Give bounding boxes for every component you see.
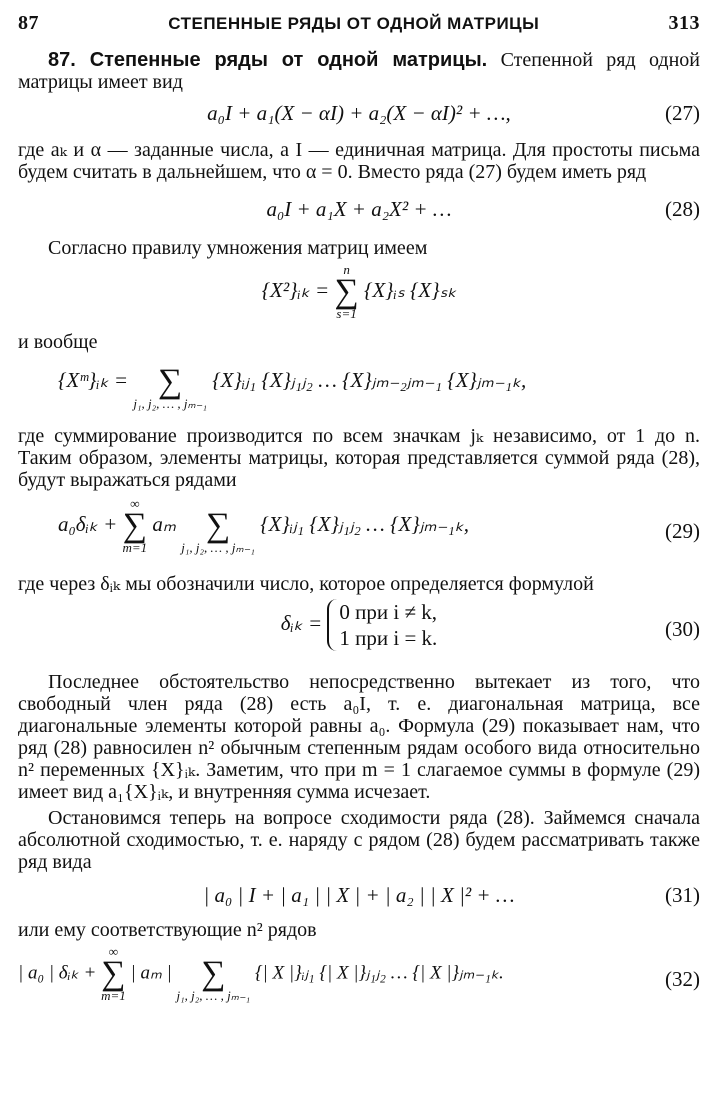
- eq32-number: (32): [665, 967, 700, 991]
- sum-lower-limit: s=1: [336, 306, 357, 321]
- sum-sign: n ∑ s=1: [334, 262, 359, 321]
- eq30-left: δᵢₖ =: [280, 610, 323, 635]
- eq32-mid: | aₘ |: [130, 962, 172, 984]
- section-heading: 87. Степенные ряды от одной матрицы.: [48, 49, 488, 71]
- eq28-body: a₀I + a₁X + a₂X² + …: [266, 197, 452, 221]
- page: [18, 12, 700, 1015]
- eqx2-right: {X}ᵢₛ {X}ₛₖ: [363, 277, 457, 302]
- cases-brace: [327, 599, 437, 651]
- paragraph-4: и вообще: [18, 331, 98, 353]
- equation-29: [18, 497, 700, 567]
- intro-text: Степенной ряд одной матрицы имеет вид: [18, 49, 701, 93]
- eqx2-left: {X²}ᵢₖ =: [261, 277, 330, 302]
- sum-sign: ∑ j₁, j₂, … , jₘ₋₁: [181, 507, 255, 555]
- sum-lower-limit: j₁, j₂, … , jₘ₋₁: [181, 540, 255, 555]
- eq29-left: a₀δᵢₖ +: [58, 511, 118, 536]
- equation-31: [18, 879, 700, 915]
- paragraph-6: где через δᵢₖ мы обозначили число, которое определяется формулой: [18, 573, 594, 595]
- equation-27: [18, 97, 700, 133]
- equation-30: [18, 599, 700, 661]
- sum-lower-limit: m=1: [122, 540, 148, 555]
- eqxm-right: {X}ᵢⱼ₁ {X}ⱼ₁ⱼ₂ … {X}ⱼₘ₋₂ⱼₘ₋₁ {X}ⱼₘ₋₁ₖ,: [212, 367, 527, 392]
- paragraph-2: где aₖ и α — заданные числа, а I — единичная матрица. Для простоты письма будем считать в дальнейшем, что α = 0. Вместо ряда (27) будем иметь ряд: [18, 139, 700, 183]
- paragraph-8: Остановимся теперь на вопросе сходимости ряда (28). Займемся сначала абсолютной сходимостью, т. е. наряду с рядом (28) будем рассматривать также ряд вида: [18, 807, 700, 873]
- equation-xm: [18, 353, 700, 419]
- paragraph-7: Последнее обстоятельство непосредственно вытекает из того, что свободный член ряда (28) есть a₀I, т. е. диагональная матрица, все диагональные элементы которой равны a₀. Формула (29) показывает нам, что ряд (28) равносилен n² обычным степенным рядам особого вида относительно n² переменных {X}ᵢₖ. Заметим, что при m = 1 слагаемое суммы в формуле (29) имеет вид a₁{X}ᵢₖ, и внутренняя сумма исчезает.: [18, 671, 700, 803]
- equation-28: [18, 193, 700, 229]
- eq29-right: {X}ᵢⱼ₁ {X}ⱼ₁ⱼ₂ … {X}ⱼₘ₋₁ₖ,: [260, 511, 470, 536]
- equation-32: [18, 945, 700, 1015]
- eq29-mid: aₘ: [152, 511, 177, 536]
- paragraph-9: или ему соответствующие n² рядов: [18, 919, 317, 941]
- eq29-number: (29): [665, 519, 700, 543]
- sum-sign: ∑ j₁, j₂, … , jₘ₋₁: [176, 955, 251, 1003]
- eq27-body: a₀I + a₁(X − αI) + a₂(X − αI)² + …,: [207, 101, 511, 125]
- eq28-number: (28): [665, 197, 700, 221]
- sum-sign: ∑ j₁, j₂, … , jₘ₋₁: [133, 363, 207, 411]
- eq30-number: (30): [665, 617, 700, 641]
- equation-x2: [18, 263, 700, 329]
- case-1: 0 при i ≠ k,: [339, 600, 437, 624]
- eq31-body: | a₀ | I + | a₁ | | X | + | a₂ | | X |² + …: [203, 883, 515, 907]
- sum-upper-limit: ∞: [108, 944, 119, 959]
- eqxm-left: {Xᵐ}ᵢₖ =: [58, 367, 129, 392]
- paragraph-5: где суммирование производится по всем значкам jₖ независимо, от 1 до n. Таким образом, элементы матрицы, которая представляется суммой ряда (28), будут выражаться рядами: [18, 425, 700, 491]
- case-2: 1 при i = k.: [339, 626, 438, 650]
- running-header: [18, 12, 700, 35]
- header-section-number: 87: [18, 12, 39, 34]
- sum-sign: ∞ ∑ m=1: [122, 496, 148, 555]
- page-number: 313: [668, 12, 700, 34]
- eq27-number: (27): [665, 101, 700, 125]
- sum-lower-limit: j₁, j₂, … , jₘ₋₁: [133, 396, 207, 411]
- eq31-number: (31): [665, 883, 700, 907]
- paragraph-intro: [18, 49, 700, 93]
- paragraph-3: Согласно правилу умножения матриц имеем: [48, 237, 428, 259]
- sum-lower-limit: j₁, j₂, … , jₘ₋₁: [176, 988, 251, 1003]
- sum-upper-limit: ∞: [130, 496, 140, 511]
- eq32-right: {| X |}ᵢⱼ₁ {| X |}ⱼ₁ⱼ₂ … {| X |}ⱼₘ₋₁ₖ.: [254, 962, 504, 984]
- sum-sign: ∞ ∑ m=1: [101, 944, 126, 1003]
- eq32-left: | a₀ | δᵢₖ +: [18, 962, 97, 984]
- sum-upper-limit: n: [343, 262, 350, 277]
- header-title: СТЕПЕННЫЕ РЯДЫ ОТ ОДНОЙ МАТРИЦЫ: [168, 14, 540, 33]
- sum-lower-limit: m=1: [101, 988, 126, 1003]
